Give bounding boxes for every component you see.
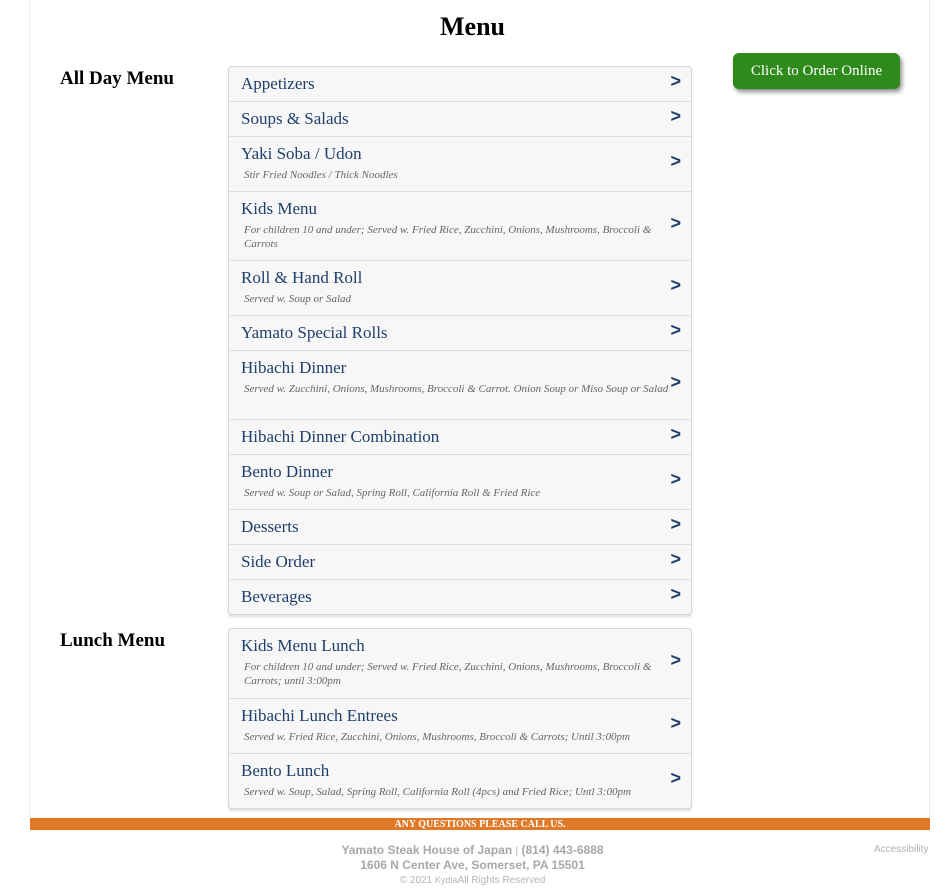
all-day-menu-list	[228, 66, 692, 615]
kydia-link[interactable]: Kydia	[434, 875, 458, 885]
menu-item-description: Served w. Soup or Salad, Spring Roll, California Roll & Fried Rice	[244, 487, 541, 499]
rights-text: All Rights Reserved	[457, 875, 546, 886]
menu-item-appetizers[interactable]	[229, 67, 691, 101]
menu-item-description: For children 10 and under; Served w. Fried Rice, Zucchini, Onions, Mushrooms, Broccoli & Carrots	[244, 224, 652, 250]
footer-business-line	[0, 843, 945, 857]
footer-address: 1606 N Center Ave, Somerset, PA 15501	[360, 858, 585, 872]
lunch-menu-list	[228, 628, 692, 809]
menu-item-label: Side Order	[241, 552, 316, 571]
menu-item-description: Served w. Fried Rice, Zucchini, Onions, Mushrooms, Broccoli & Carrots; Until 3:00pm	[244, 731, 630, 743]
chevron-right-icon: >	[670, 106, 681, 126]
menu-item-label: Beverages	[241, 587, 312, 606]
chevron-right-icon: >	[670, 768, 681, 788]
menu-item-label: Hibachi Lunch Entrees	[241, 706, 398, 725]
menu-item-label: Appetizers	[241, 74, 315, 93]
chevron-right-icon: >	[670, 514, 681, 534]
menu-item-label: Yaki Soba / Udon	[241, 144, 362, 163]
menu-item-beverages[interactable]	[229, 579, 691, 614]
menu-item-description: Stir Fried Noodles / Thick Noodles	[244, 169, 398, 181]
call-us-banner: ANY QUESTIONS PLEASE CALL US.	[30, 818, 930, 830]
menu-item-label: Yamato Special Rolls	[241, 323, 388, 342]
chevron-right-icon: >	[670, 713, 681, 733]
menu-item-label: Roll & Hand Roll	[241, 268, 363, 287]
menu-item-hibachi-dinner[interactable]	[229, 350, 691, 419]
menu-item-yaki-soba-udon[interactable]	[229, 136, 691, 191]
menu-item-description: Served w. Zucchini, Onions, Mushrooms, Broccoli & Carrot. Onion Soup or Miso Soup or Salad	[244, 383, 669, 395]
chevron-right-icon: >	[670, 549, 681, 569]
chevron-right-icon: >	[670, 469, 681, 489]
menu-item-kids-menu[interactable]	[229, 191, 691, 260]
menu-item-label: Kids Menu Lunch	[241, 636, 365, 655]
page-title: Menu	[440, 12, 505, 41]
menu-item-soups-salads[interactable]	[229, 101, 691, 136]
menu-item-hibachi-dinner-combination[interactable]	[229, 419, 691, 454]
menu-item-bento-dinner[interactable]	[229, 454, 691, 509]
order-online-button[interactable]: Click to Order Online	[733, 53, 900, 89]
phone-link[interactable]: (814) 443-6888	[521, 843, 604, 857]
chevron-right-icon: >	[670, 213, 681, 233]
chevron-right-icon: >	[670, 424, 681, 444]
copyright-text: © 2021	[399, 875, 433, 886]
business-name: Yamato Steak House of Japan	[341, 843, 513, 857]
accessibility-link[interactable]: Accessibility	[874, 844, 929, 855]
menu-item-label: Hibachi Dinner	[241, 358, 347, 377]
menu-item-description: For children 10 and under; Served w. Fried Rice, Zucchini, Onions, Mushrooms, Broccoli & Carrots; until 3:00pm	[244, 661, 652, 687]
chevron-right-icon: >	[670, 71, 681, 91]
menu-item-label: Kids Menu	[241, 199, 318, 218]
menu-item-roll-hand-roll[interactable]	[229, 260, 691, 315]
footer-separator: |	[515, 846, 519, 857]
menu-item-label: Bento Dinner	[241, 462, 334, 481]
menu-item-desserts[interactable]	[229, 509, 691, 544]
chevron-right-icon: >	[670, 584, 681, 604]
menu-item-kids-menu-lunch[interactable]	[229, 629, 691, 698]
chevron-right-icon: >	[670, 372, 681, 392]
menu-item-description: Served w. Soup, Salad, Spring Roll, California Roll (4pcs) and Fried Rice; Untl 3:00pm	[244, 786, 631, 798]
menu-item-label: Hibachi Dinner Combination	[241, 427, 440, 446]
chevron-right-icon: >	[670, 320, 681, 340]
footer-copyright	[0, 875, 945, 886]
menu-item-description: Served w. Soup or Salad	[244, 293, 352, 305]
menu-item-label: Soups & Salads	[241, 109, 349, 128]
menu-item-yamato-special-rolls[interactable]	[229, 315, 691, 350]
chevron-right-icon: >	[670, 650, 681, 670]
menu-item-label: Bento Lunch	[241, 761, 330, 780]
menu-item-side-order[interactable]	[229, 544, 691, 579]
all-day-menu-title: All Day Menu	[60, 68, 174, 89]
menu-item-bento-lunch[interactable]	[229, 753, 691, 808]
lunch-menu-title: Lunch Menu	[60, 630, 166, 651]
menu-item-hibachi-lunch-entrees[interactable]	[229, 698, 691, 753]
chevron-right-icon: >	[670, 151, 681, 171]
menu-item-label: Desserts	[241, 517, 299, 536]
chevron-right-icon: >	[670, 275, 681, 295]
